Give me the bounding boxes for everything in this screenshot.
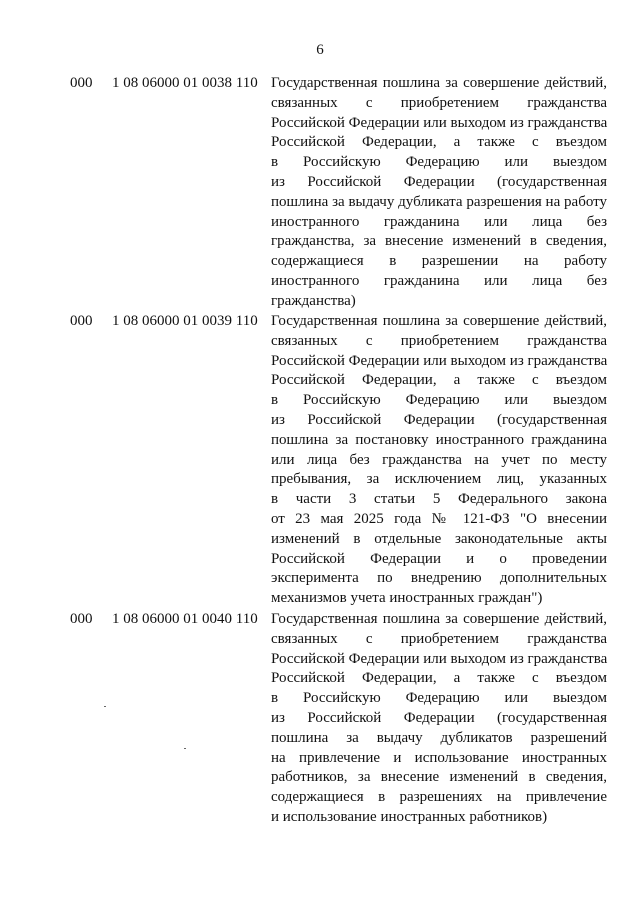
description-line: из Российской Федерации (государственная (271, 709, 607, 726)
description-line: содержащиеся в разрешении на работу (271, 253, 607, 270)
entry-description (271, 312, 607, 609)
description-line: Российской Федерации или выходом из гражданства (271, 114, 608, 131)
description-line: пошлина за постановку иностранного гражданина (271, 431, 607, 448)
description-line: в Российскую Федерацию или выездом (271, 392, 607, 409)
description-line: Российской Федерации или выходом из гражданства (271, 650, 608, 667)
description-line: на привлечение и использование иностранных (271, 749, 607, 766)
description-line: Государственная пошлина за совершение действий, (271, 313, 607, 329)
description-line: механизмов учета иностранных граждан") (271, 590, 543, 607)
entry-description (271, 610, 607, 828)
description-line: и использование иностранных работников) (271, 808, 548, 825)
description-line: пошлина за выдачу дубликата разрешения на работу (271, 193, 607, 210)
description-line: связанных с приобретением гражданства (271, 332, 607, 349)
description-line: Российской Федерации, а также с въездом (271, 134, 607, 151)
description-line: в Российскую Федерацию или выездом (271, 690, 607, 707)
description-line: пребывания, за исключением лиц, указанных (271, 471, 607, 488)
description-line: Российской Федерации и о проведении (271, 550, 607, 567)
description-line: гражданства, за внесение изменений в сведения, (271, 233, 607, 250)
admin-code: 000 (70, 313, 93, 329)
page-number: 6 (316, 42, 324, 58)
description-line: Российской Федерации, а также с въездом (271, 670, 607, 687)
description-line: в Российскую Федерацию или выездом (271, 154, 607, 171)
description-line: гражданства) (271, 292, 356, 309)
description-line: содержащиеся в разрешениях на привлечение (271, 789, 607, 806)
description-line: Государственная пошлина за совершение действий, (271, 75, 607, 91)
description-line: Государственная пошлина за совершение действий, (271, 611, 607, 627)
admin-code: 000 (70, 75, 93, 91)
description-line: связанных с приобретением гражданства (271, 630, 607, 647)
description-line: из Российской Федерации (государственная (271, 173, 607, 190)
kbk-code: 1 08 06000 01 0038 110 (112, 75, 258, 91)
scan-speck (104, 706, 106, 707)
description-line: эксперимента по внедрению дополнительных (271, 570, 607, 587)
entry-description (271, 74, 607, 312)
description-line: от 23 мая 2025 года № 121-ФЗ "О внесении (271, 510, 607, 527)
description-line: связанных с приобретением гражданства (271, 94, 607, 111)
description-line: в части 3 статьи 5 Федерального закона (271, 491, 607, 508)
description-line: Российской Федерации, а также с въездом (271, 372, 607, 389)
description-line: Российской Федерации или выходом из гражданства (271, 352, 608, 369)
description-line: работников, за внесение изменений в сведения, (271, 769, 607, 786)
kbk-code: 1 08 06000 01 0039 110 (112, 313, 258, 329)
description-line: пошлина за выдачу дубликатов разрешений (271, 729, 607, 746)
admin-code: 000 (70, 611, 93, 627)
description-line: из Российской Федерации (государственная (271, 411, 607, 428)
description-line: или лица без гражданства на учет по месту (271, 451, 607, 468)
description-line: иностранного гражданина или лица без (271, 213, 607, 230)
kbk-code: 1 08 06000 01 0040 110 (112, 611, 258, 627)
scan-speck (184, 748, 186, 749)
description-line: изменений в отдельные законодательные акты (271, 530, 607, 547)
description-line: иностранного гражданина или лица без (271, 272, 607, 289)
